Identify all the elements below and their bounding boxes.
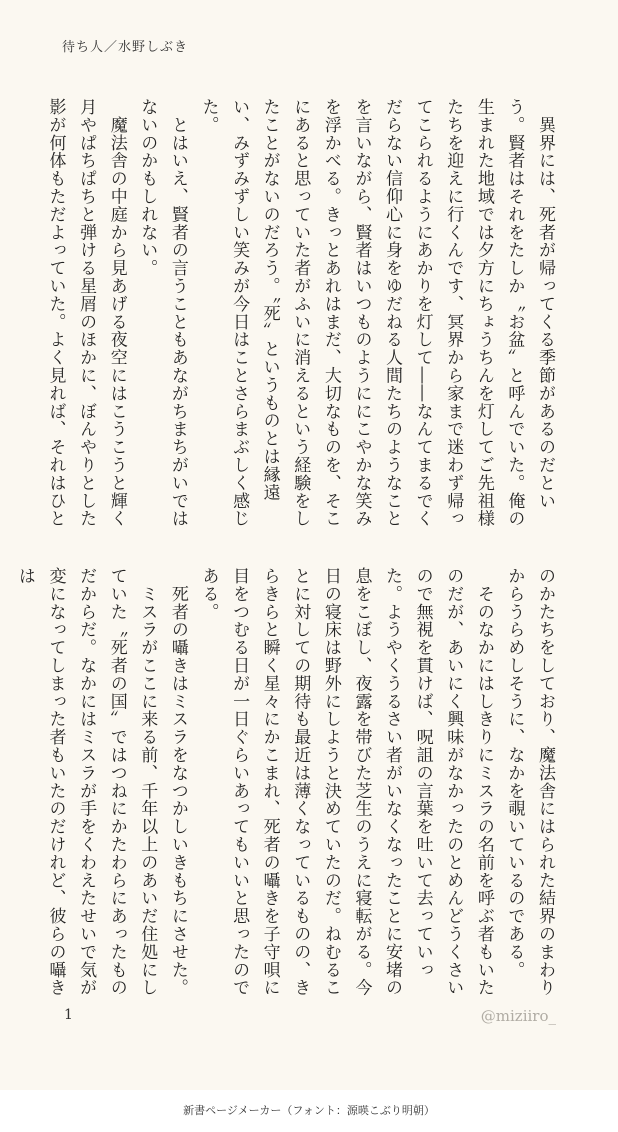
paragraph: とはいえ、賢者の言うこともあながちまちがいではないのかもしれない。 [137, 98, 188, 528]
page-header-title: 待ち人／水野しぶき [62, 40, 189, 55]
text-block-top [45, 98, 560, 528]
paragraph: ミスラがここに来る前、千年以上のあいだ住処にしていた〝死者の国〟ではつねにかたわらにあったものだからだ。なかにはミスラが手をくわえたせいで気が変になってしまった者もいたのだけれど、彼らの囁きは [14, 567, 158, 997]
author-handle: @miziiro_ [480, 1007, 556, 1025]
text-block-bottom [14, 567, 560, 997]
generator-credit: 新書ページメーカー（フォント：源暎こぶり明朝） [183, 1104, 435, 1117]
paragraph: のかたちをしており、魔法舎にはられた結界のまわりからうらめしそうに、なかを覗いているのである。 [504, 567, 555, 997]
page-number: 1 [64, 1007, 73, 1023]
paragraph: そのなかにはしきりにミスラの名前を呼ぶ者もいたのだが、あいにく興味がなかったのとめんどうくさいので無視を貫けば、呪詛の言葉を吐いて去っていった。ようやくうるさい者がいなくなったことに安堵の息をこぼし、夜露を帯びた芝生のうえに寝転がる。今日の寝床は野外にしようと決めていたのだ。ねむることに対しての期待も最近は薄くなっているものの、きらきらと瞬く星々にかこまれ、死者の囁きを子守唄に目をつむる日が一日ぐらいあってもいいと思ったのである。 [198, 567, 494, 997]
paragraph: 異界には、死者が帰ってくる季節があるのだという。賢者はそれをたしか〝お盆〟と呼んでいた。俺の生まれた地域では夕方にちょうちんを灯してご先祖様たちを迎えに行くんです、冥界から家まで迷わず帰ってこられるようにあかりを灯して――なんてまるでくだらない信仰心に身をゆだねる人間たちのようなことを言いながら、賢者はいつものようににこやかな笑みを浮かべる。きっとあれはまだ、大切なものを、そこにあると思っていた者がふいに消えるという経験をしたことがないのだろう。〝死〟というものとは縁遠い、みずみずしい笑みが今日はことさらまぶしく感じた。 [198, 98, 555, 528]
paragraph: 魔法舎の中庭から見あげる夜空にはこうこうと輝く月やぱちぱちと弾ける星屑のほかに、ぼんやりとした影が何体もただよっていた。よく見れば、それはひと [45, 98, 127, 528]
paragraph: 死者の囁きはミスラをなつかしいきもちにさせた。 [167, 567, 188, 997]
